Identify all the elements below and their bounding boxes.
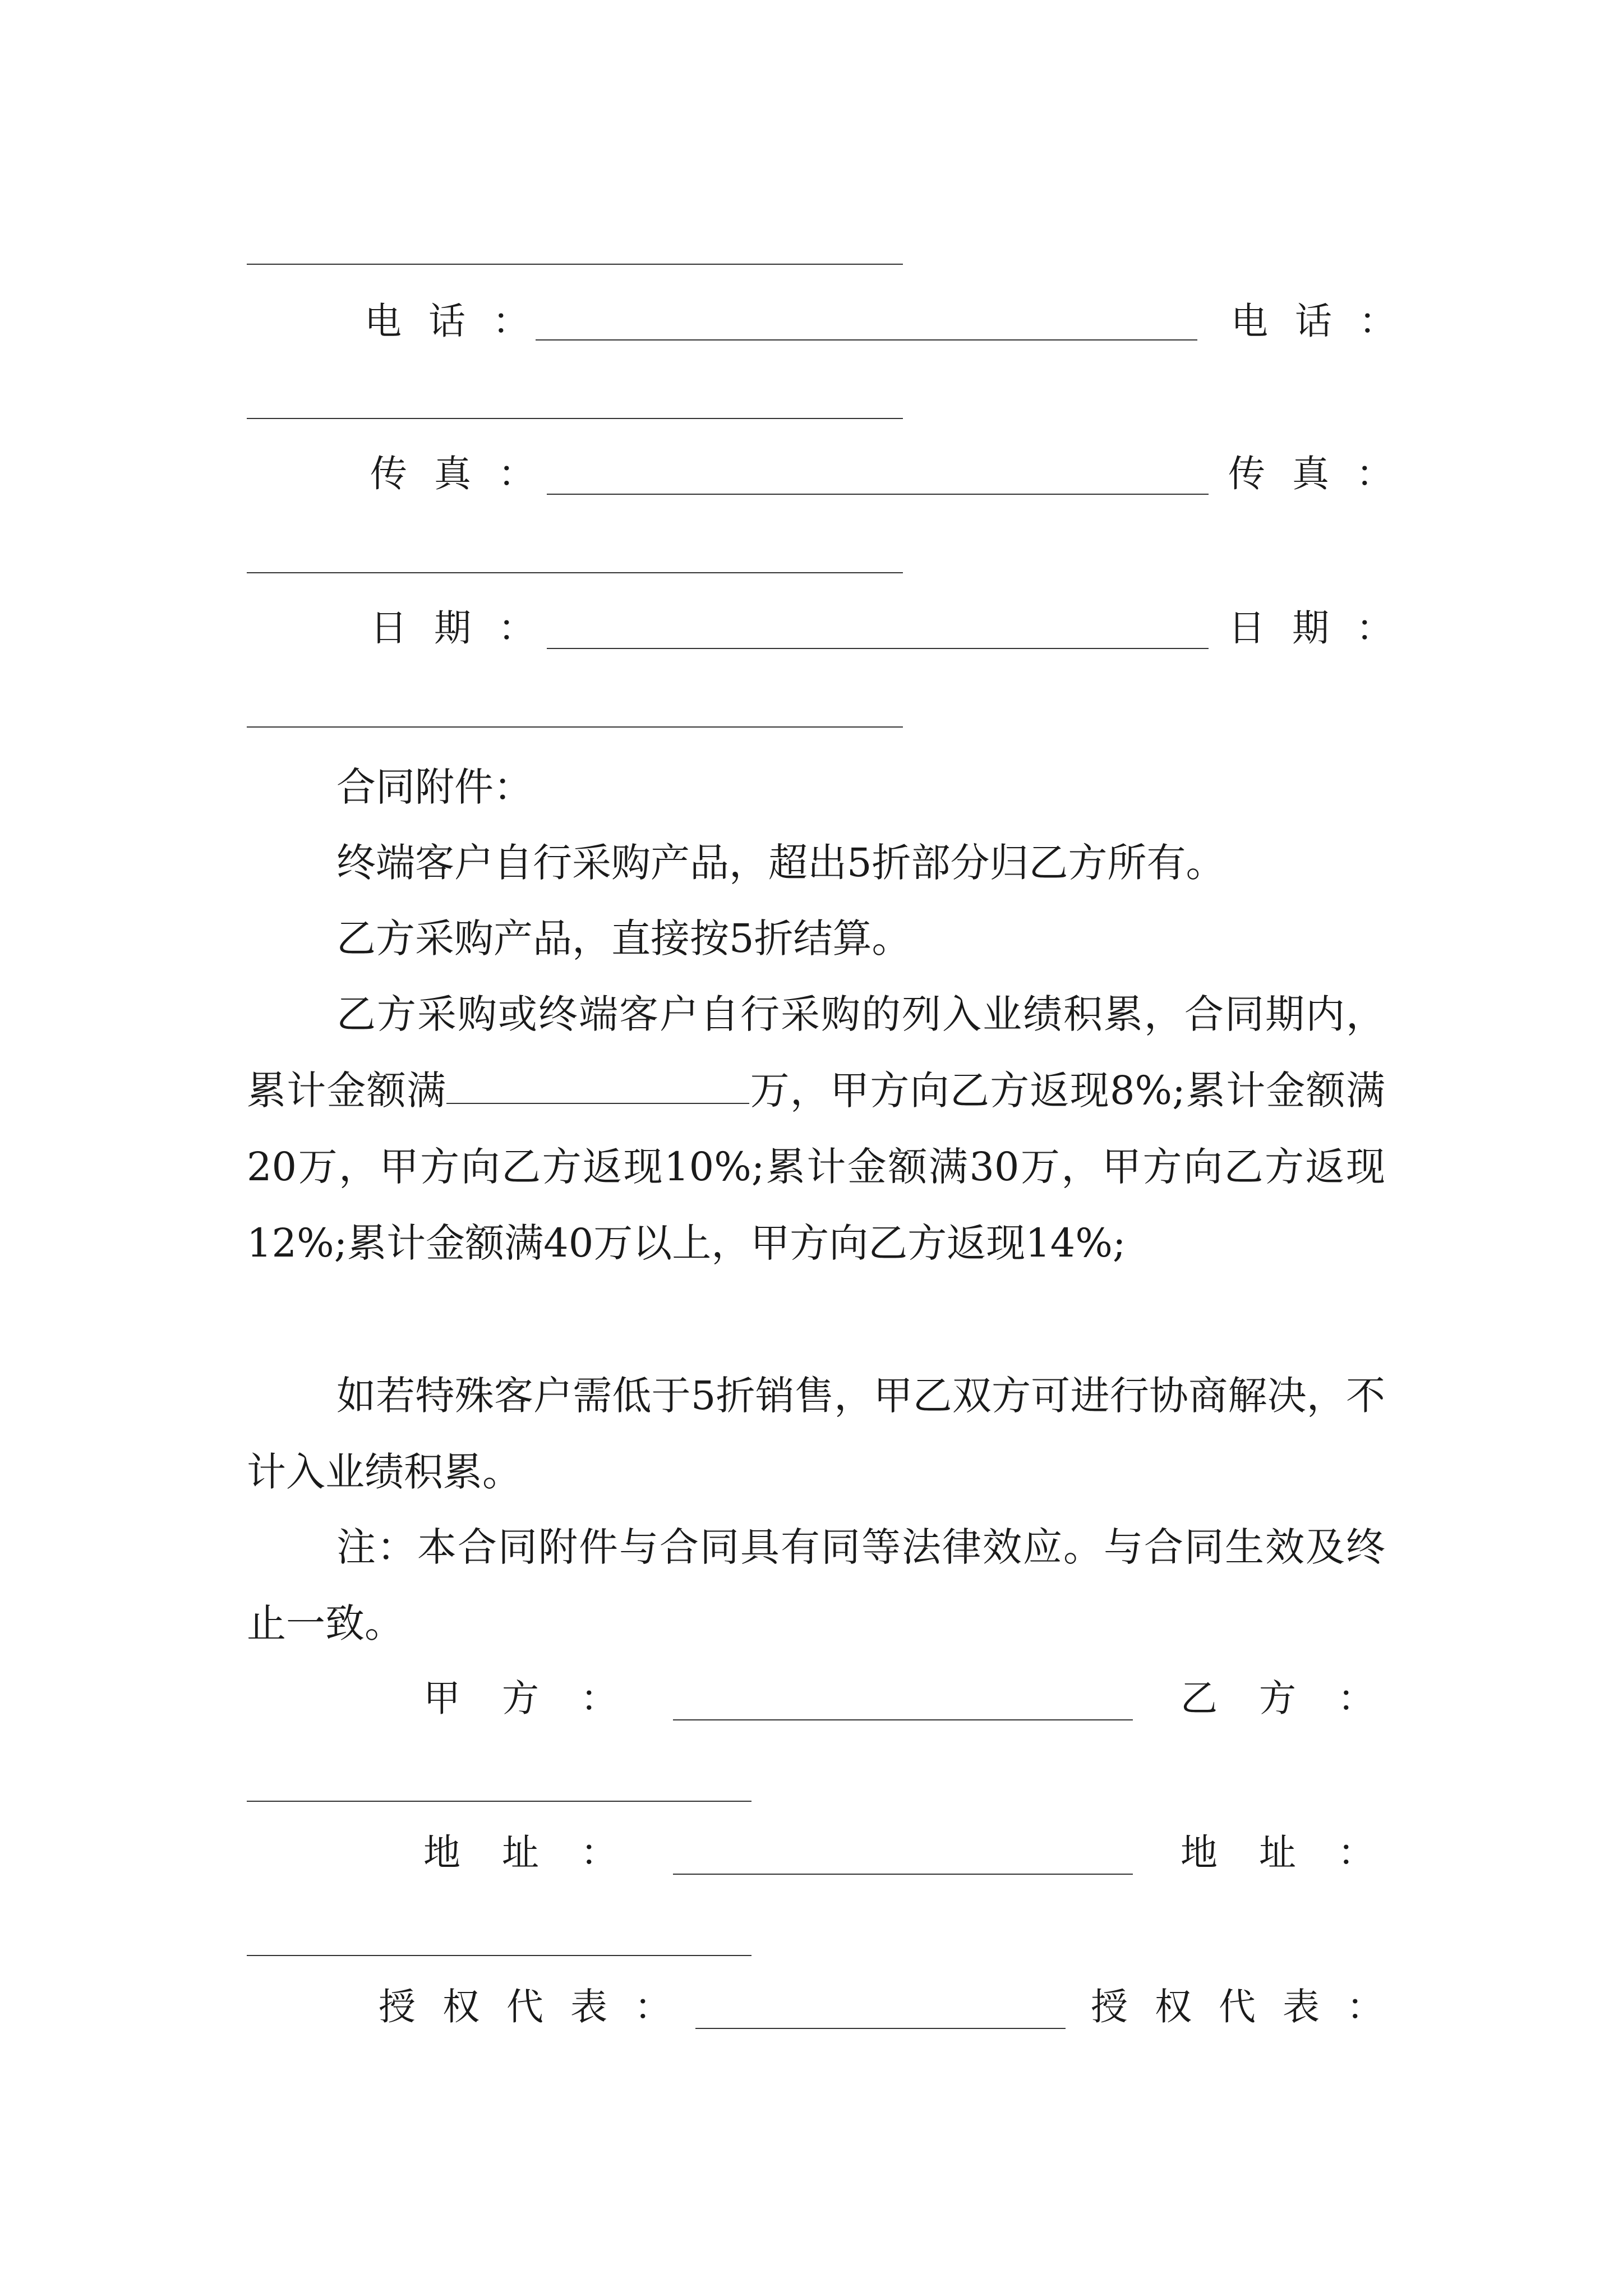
address-label-right: 地址：	[1181, 1831, 1416, 1874]
rebate-text-after: 万，甲方向乙方返现8%;累计金额满20万，甲方向乙方返现10%;累计金额满30万，甲方向乙方返现12%;累计金额满40万以上，甲方向乙方返现14%;	[247, 1068, 1385, 1266]
date-field-party-a[interactable]	[547, 648, 1209, 649]
address-label-left: 地址：	[423, 1831, 659, 1874]
party-a-label: 甲方：	[423, 1677, 659, 1720]
phone-field-party-b[interactable]	[247, 418, 903, 419]
party-b-field[interactable]	[247, 1801, 751, 1802]
attachment-item-4: 如若特殊客户需低于5折销售，甲乙双方可进行协商解决，不计入业绩积累。	[247, 1373, 1385, 1495]
date-label-right: 日期：	[1228, 606, 1420, 650]
party-b-label: 乙方：	[1181, 1677, 1416, 1720]
representative-field-party-a[interactable]	[695, 2028, 1066, 2029]
representative-label-right: 授权代表：	[1091, 1985, 1410, 2028]
attachment-heading: 合同附件：	[336, 764, 533, 810]
cumulative-amount-field[interactable]	[446, 1069, 749, 1104]
fax-label-left: 传真：	[370, 452, 562, 495]
address-field-party-b[interactable]	[247, 1955, 751, 1956]
rebate-text-before: 乙方采购或终端客户自行采购的列入业绩积累，合同期内，累计金额满	[247, 991, 1385, 1114]
fax-label-right: 传真：	[1228, 452, 1420, 495]
blank-line-top[interactable]	[247, 264, 903, 265]
representative-label-left: 授权代表：	[379, 1985, 698, 2028]
date-label-left: 日期：	[370, 606, 562, 650]
attachment-item-1: 终端客户自行采购产品，超出5折部分归乙方所有。	[336, 840, 1225, 886]
party-a-field[interactable]	[673, 1719, 1133, 1720]
attachment-item-2: 乙方采购产品，直接按5折结算。	[336, 915, 911, 961]
phone-field-party-a[interactable]	[536, 339, 1197, 341]
address-field-party-a[interactable]	[673, 1874, 1133, 1875]
attachment-note: 注：本合同附件与合同具有同等法律效应。与合同生效及终止一致。	[247, 1524, 1385, 1646]
fax-field-party-a[interactable]	[547, 494, 1209, 495]
phone-label-right: 电话：	[1231, 300, 1423, 343]
date-field-party-b[interactable]	[247, 726, 903, 728]
fax-field-party-b[interactable]	[247, 572, 903, 573]
attachment-item-3	[247, 976, 1385, 1281]
phone-label-left: 电话：	[365, 300, 556, 343]
